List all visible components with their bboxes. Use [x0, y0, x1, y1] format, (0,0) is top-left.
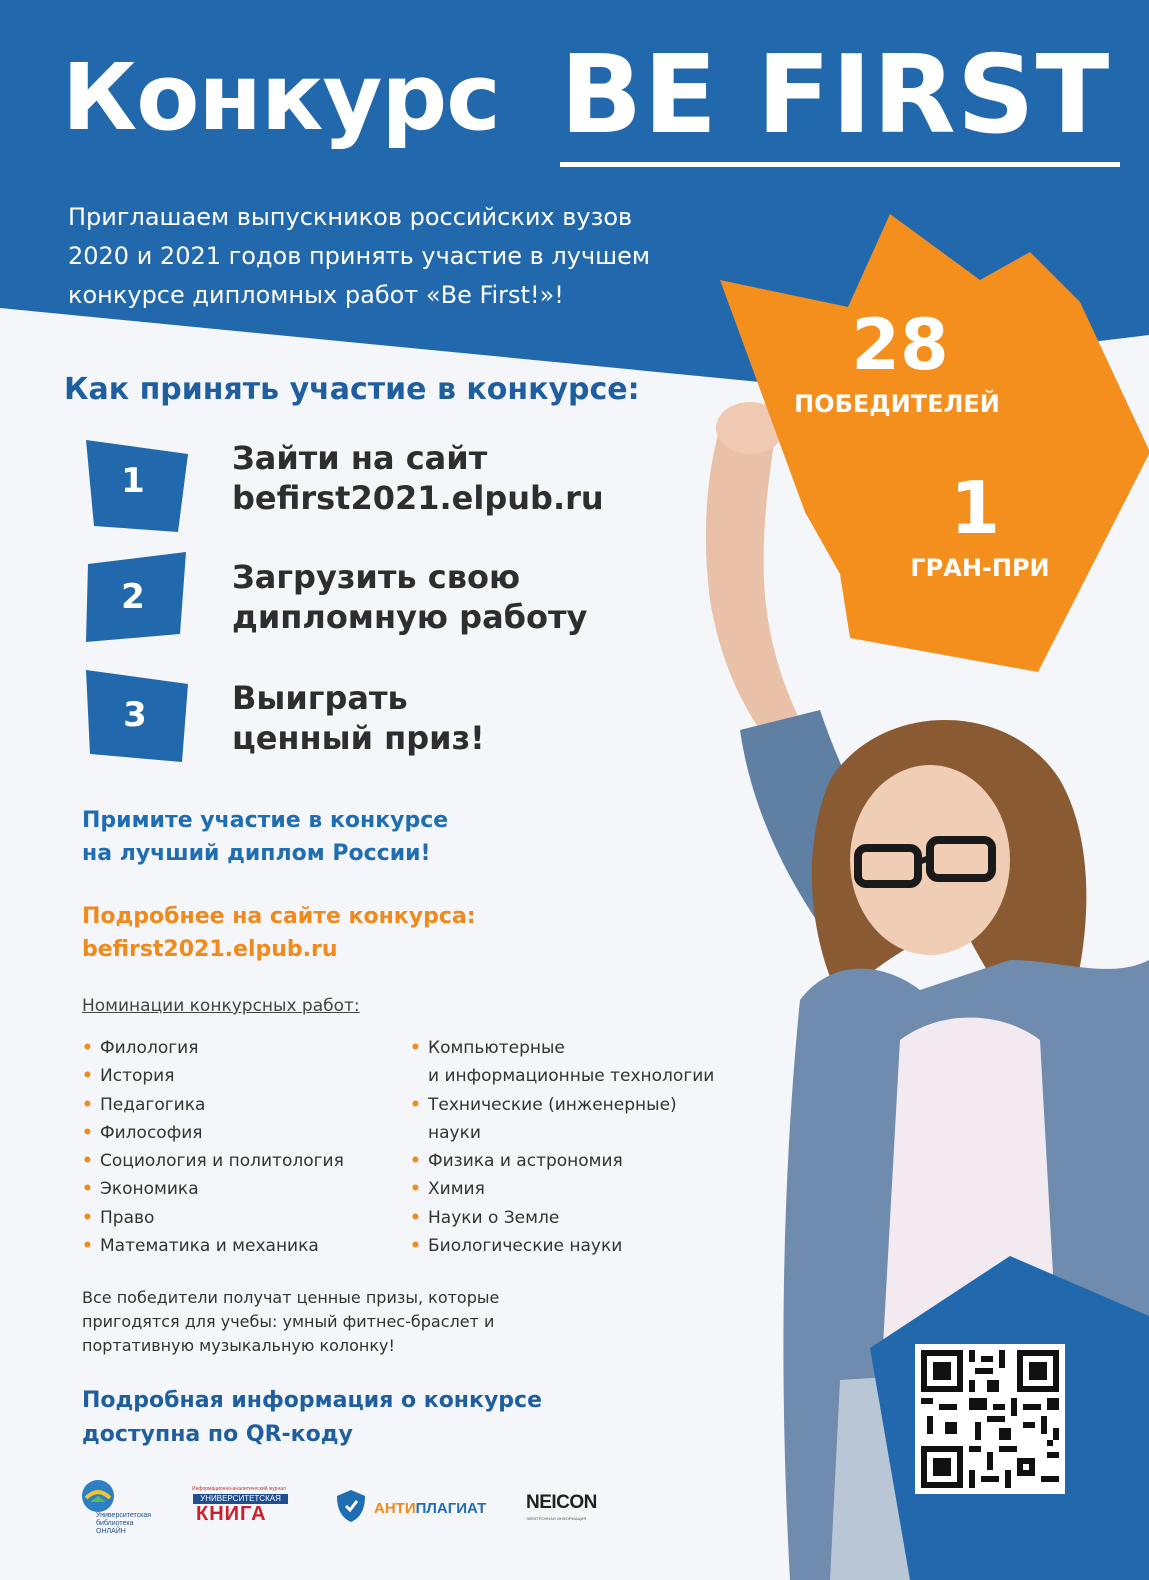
step-1-number: 1: [121, 461, 145, 501]
intro-line: конкурсе дипломных работ «Be First!»!: [68, 281, 564, 309]
prizes-text: [82, 1286, 499, 1358]
list-item-line: и информационные технологии: [428, 1066, 715, 1087]
step-3-text: [232, 678, 485, 758]
step-2-text: [232, 557, 587, 637]
crown-badge: [720, 212, 1149, 672]
prizes-line: пригодятся для учебы: умный фитнес-браслет и: [82, 1312, 495, 1331]
title-konkurs: Конкурс: [62, 44, 500, 151]
antiplagiat-shield-icon: [334, 1488, 368, 1524]
cta-site-link[interactable]: befirst2021.elpub.ru: [82, 937, 338, 962]
list-item: • Социология и политология: [82, 1147, 344, 1175]
title-underline: [560, 162, 1120, 167]
list-item: • Биологические науки: [410, 1232, 714, 1260]
crown-shape: [720, 214, 1149, 672]
list-item-line: науки: [428, 1122, 481, 1143]
cta-orange-line1: Подробнее на сайте конкурса:: [82, 904, 476, 929]
qr-info-line1: Подробная информация о конкурсе: [82, 1388, 542, 1413]
antiplagiat-logo-part: ПЛАГИАТ: [415, 1500, 487, 1517]
nominations-left-list: [82, 1034, 344, 1260]
logo-ub-line: Университетская: [96, 1512, 152, 1519]
list-item: • Педагогика: [82, 1091, 344, 1119]
list-item: • Науки о Земле: [410, 1204, 714, 1232]
winners-count: 28: [851, 304, 949, 386]
kniga-logo-university: УНИВЕРСИТЕТСКАЯ: [193, 1494, 288, 1504]
list-item: • История: [82, 1062, 344, 1090]
university-library-logo-text: [96, 1512, 156, 1536]
qr-info-text: [82, 1384, 542, 1452]
list-item-line: • Технические (инженерные): [428, 1094, 677, 1115]
step-3-number: 3: [123, 695, 147, 735]
grand-prix-count: 1: [949, 466, 1001, 550]
winners-label: ПОБЕДИТЕЛЕЙ: [794, 390, 1000, 418]
logo-ub-line: ОНЛАЙН: [96, 1528, 126, 1535]
neicon-logo-caption: ЭЛЕКТРОННАЯ ИНФОРМАЦИЯ: [526, 1516, 587, 1521]
step-2-line1: Загрузить свою: [232, 558, 521, 596]
logo-ub-line: библиотека: [96, 1520, 134, 1527]
list-item: [410, 1091, 714, 1148]
nominations-heading: Номинации конкурсных работ:: [82, 996, 360, 1016]
list-item: • Физика и астрономия: [410, 1147, 714, 1175]
cta-blue-line1: Примите участие в конкурсе: [82, 808, 449, 833]
list-item-line: • Компьютерные: [428, 1038, 565, 1058]
list-item: • Философия: [82, 1119, 344, 1147]
antiplagiat-logo-part: АНТИ: [374, 1500, 416, 1517]
list-item: • Математика и механика: [82, 1232, 344, 1260]
step-1-text: [232, 438, 604, 518]
step-3-line2: ценный приз!: [232, 719, 485, 757]
list-item: • Право: [82, 1204, 344, 1232]
neicon-logo: NEICON: [526, 1492, 597, 1513]
qr-code[interactable]: [915, 1344, 1065, 1494]
step-1-link[interactable]: befirst2021.elpub.ru: [232, 479, 604, 517]
intro-line: 2020 и 2021 годов принять участие в лучшем: [68, 242, 650, 270]
qr-info-line2: доступна по QR-коду: [82, 1422, 353, 1447]
kniga-logo-caption: Информационно-аналитический журнал: [192, 1486, 286, 1492]
prizes-line: портативную музыкальную колонку!: [82, 1336, 395, 1355]
kniga-logo: КНИГА: [196, 1503, 267, 1525]
university-library-logo-icon: [78, 1478, 118, 1514]
step-1-line1: Зайти на сайт: [232, 439, 488, 477]
step-2-line2: дипломную работу: [232, 598, 588, 636]
cta-site: [82, 900, 476, 966]
how-to-title: Как принять участие в конкурсе:: [64, 372, 640, 407]
nominations-right-list: [410, 1034, 714, 1260]
step-2-number: 2: [121, 577, 145, 617]
list-item: • Экономика: [82, 1175, 344, 1203]
grand-prix-label: ГРАН-ПРИ: [910, 554, 1050, 582]
antiplagiat-logo: [374, 1500, 486, 1517]
step-3-line1: Выиграть: [232, 679, 408, 717]
intro-line: Приглашаем выпускников российских вузов: [68, 203, 633, 231]
cta-participate: [82, 804, 448, 870]
cta-blue-line2: на лучший диплом России!: [82, 841, 431, 866]
list-item: • Химия: [410, 1175, 714, 1203]
list-item: • Филология: [82, 1034, 344, 1062]
prizes-line: Все победители получат ценные призы, которые: [82, 1288, 500, 1307]
title-be-first: BE FIRST: [560, 33, 1111, 158]
list-item: [410, 1034, 714, 1091]
intro-text: [68, 198, 728, 315]
